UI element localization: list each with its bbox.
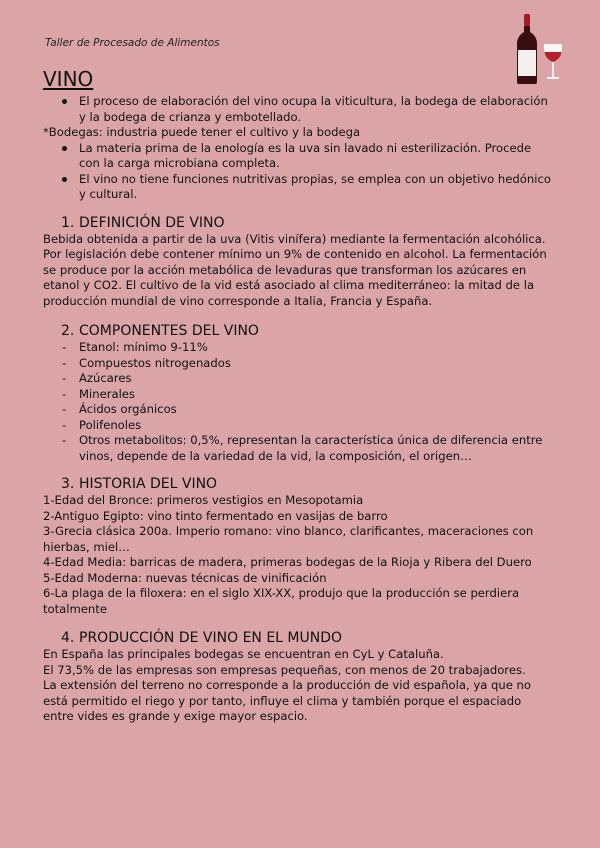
list-item: La materia prima de la enología es la uva sin lavado ni esterilización. Procede con la carga microbiana completa. [43,141,555,172]
section-title: HISTORIA DEL VINO [79,476,218,492]
paragraph: La extensión del terreno no corresponde a la producción de vid española, ya que no está permitido el riego y por tanto, influye el clima y también porque el espaciado entre vides es grande y exige mayor espacio. [43,678,531,723]
intro-bullets [43,94,555,125]
list-item: El proceso de elaboración del vino ocupa la viticultura, la bodega de elaboración y la bodega de crianza y embotellado. [43,94,555,125]
history-line: 5-Edad Moderna: nuevas técnicas de vinificación [43,570,327,585]
section-heading-componentes [43,322,555,340]
paragraph: Bebida obtenida a partir de la uva (Vitis vinífera) mediante la fermentación alcohólica. Por legislación debe contener mínimo un 9% de contenido en alcohol. La fermentación se produce por la acción metabólica de levaduras que transforman los azúcares en etanol y CO2. El cultivo de la vid está asociado al clima mediterráneo: la mitad de la producción mundial de vino corresponde a Italia, Francia y España. [43,231,547,308]
history-line: 1-Edad del Bronce: primeros vestigios en Mesopotamia [43,493,364,507]
section-number: 2. [61,323,75,339]
list-item: El vino no tiene funciones nutritivas propias, se emplea con un objetivo hedónico y cultural. [43,172,555,203]
section-heading-historia [43,475,555,493]
list-item: - Ácidos orgánicos [43,402,555,418]
list-item: - Azúcares [43,371,555,387]
list-item: - Etanol: mínimo 9-11% [43,340,555,356]
section-heading-produccion [43,629,555,647]
history-line: 6-La plaga de la filoxera: en el siglo XIX-XX, produjo que la producción se perdiera totalmente [43,586,520,616]
list-item: - Compuestos nitrogenados [43,356,555,372]
paragraph: El 73,5% de las empresas son empresas pequeñas, con menos de 20 trabajadores. [43,662,526,677]
section-number: 1. [61,214,75,231]
section-number: 3. [61,476,75,492]
page-title: VINO [43,67,94,91]
list-item: - Minerales [43,387,555,403]
course-header: Taller de Procesado de Alimentos [45,37,220,49]
list-item: - Otros metabolitos: 0,5%, representan la característica única de diferencia entre vinos, depende de la variedad de la vid, la composición, el origen… [43,433,555,464]
history-line: 2-Antiguo Egipto: vino tinto fermentado en vasijas de barro [43,508,388,523]
components-list [43,340,555,464]
document-content [43,66,555,725]
section-title: DEFINICIÓN DE VINO [79,214,225,231]
section-title: COMPONENTES DEL VINO [79,323,259,339]
section-heading-definicion [43,214,555,232]
section-number: 4. [61,630,75,646]
history-line: 4-Edad Media: barricas de madera, primeras bodegas de la Rioja y Ribera del Duero [43,555,532,569]
list-item: - Polifenoles [43,418,555,434]
intro-bullets-2 [43,141,555,203]
history-line: 3-Grecia clásica 200a. Imperio romano: vino blanco, clarificantes, maceraciones con hierbas, miel… [43,524,534,554]
section-title: PRODUCCIÓN DE VINO EN EL MUNDO [79,630,343,646]
note-text: *Bodegas: industria puede tener el cultivo y la bodega [43,125,361,139]
paragraph: En España las principales bodegas se encuentran en CyL y Cataluña. [43,647,444,661]
